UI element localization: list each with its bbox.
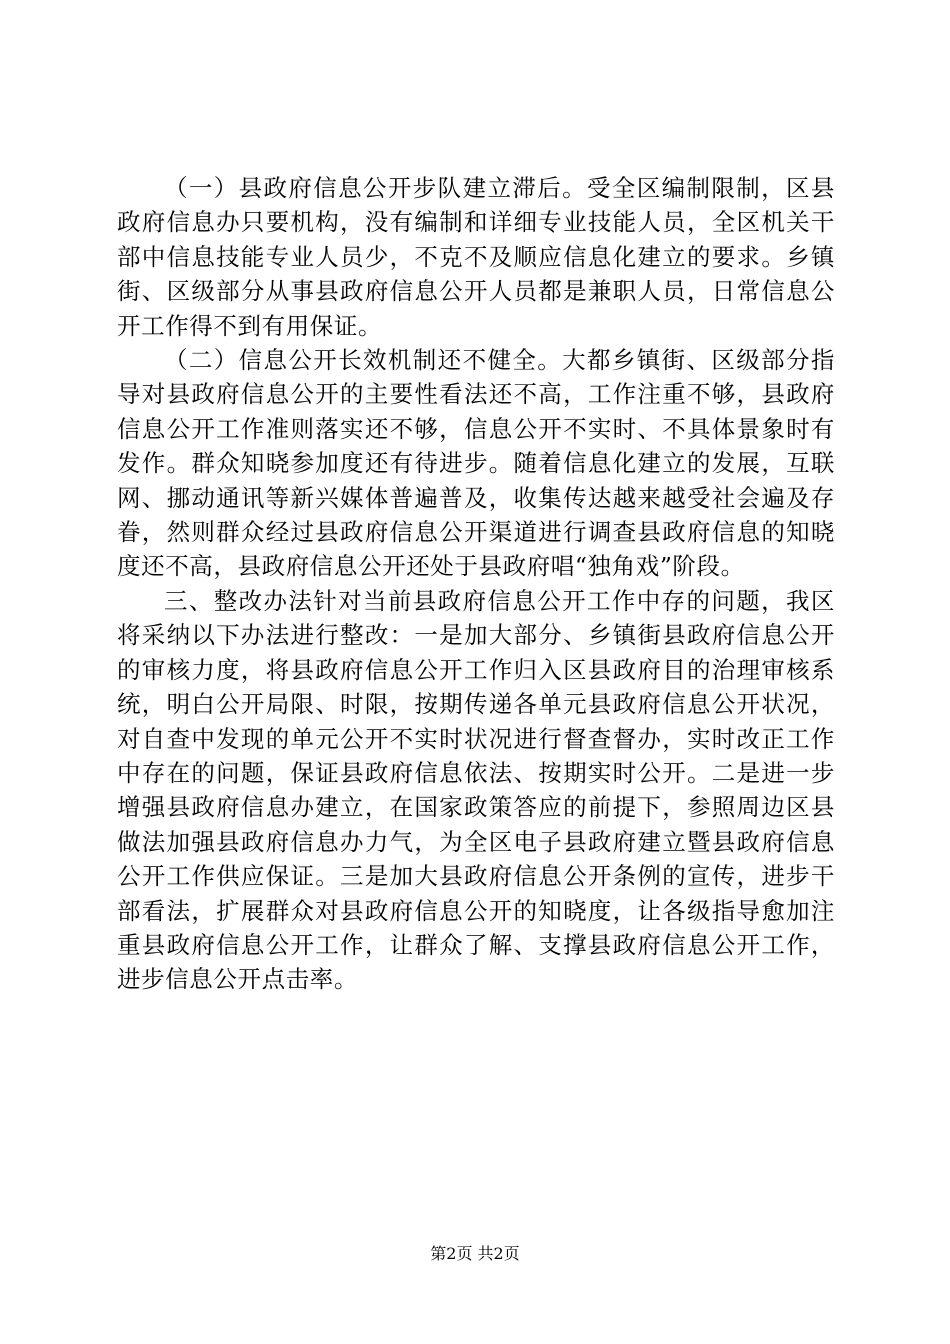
paragraph-long-term-mechanism: （二）信息公开长效机制还不健全。大都乡镇街、区级部分指导对县政府信息公开的主要性看法还不高，工作注重不够，县政府信息公开工作准则落实还不够，信息公开不实时、不具体景象时有发作。群众知晓参加度还有待进步。随着信息化建立的发展，互联网、挪动通讯等新兴媒体普遍普及，收集传达越来越受社会遍及存眷，然则群众经过县政府信息公开渠道进行调查县政府信息的知晓度还不高，县政府信息公开还处于县政府唱“独角戏”阶段。 <box>117 346 835 581</box>
page-footer: 第2页 共2页 <box>430 1244 520 1263</box>
document-body <box>117 171 835 997</box>
paragraph-rectification-measures: 三、整改办法针对当前县政府信息公开工作中存的问题，我区将采纳以下办法进行整改：一是加大部分、乡镇街县政府信息公开的审核力度，将县政府信息公开工作归入区县政府目的治理审核系统，明白公开局限、时限，按期传递各单元县政府信息公开状况，对自查中发现的单元公开不实时状况进行督查督办，实时改正工作中存在的问题，保证县政府信息依法、按期实时公开。二是进一步增强县政府信息办建立，在国家政策答应的前提下，参照周边区县做法加强县政府信息办力气，为全区电子县政府建立暨县政府信息公开工作供应保证。三是加大县政府信息公开条例的宣传，进步干部看法，扩展群众对县政府信息公开的知晓度，让各级指导愈加注重县政府信息公开工作，让群众了解、支撑县政府信息公开工作，进步信息公开点击率。 <box>117 586 835 994</box>
paragraph-county-info-team: （一）县政府信息公开步队建立滞后。受全区编制限制，区县政府信息办只要机构，没有编制和详细专业技能人员，全区机关干部中信息技能专业人员少，不克不及顺应信息化建立的要求。乡镇街、区级部分从事县政府信息公开人员都是兼职人员，日常信息公开工作得不到有用保证。 <box>117 174 835 340</box>
